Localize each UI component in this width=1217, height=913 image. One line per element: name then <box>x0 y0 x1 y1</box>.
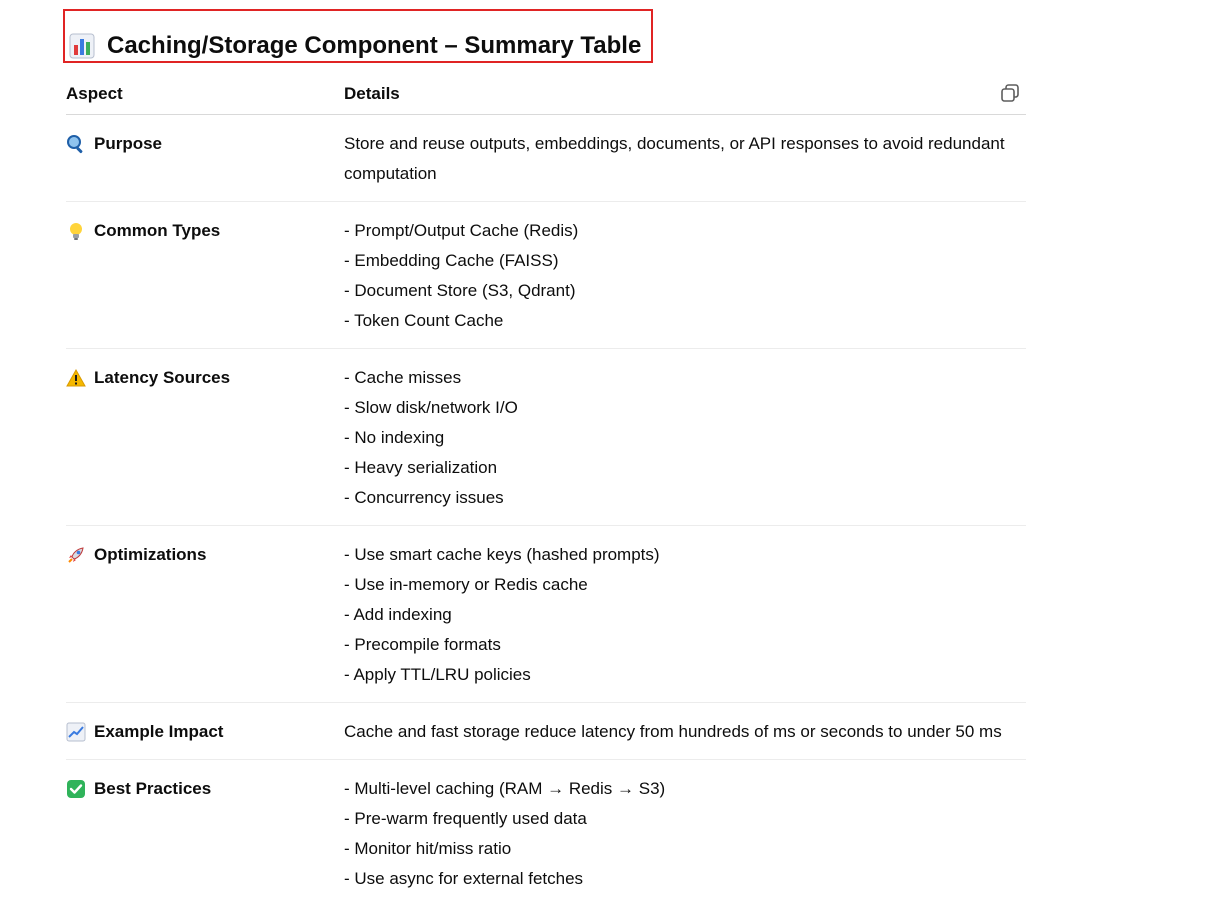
lightbulb-icon <box>66 221 86 241</box>
magnifier-icon <box>66 134 86 154</box>
row-aspect <box>66 540 206 570</box>
summary-table <box>66 76 1026 910</box>
detail-line: - Pre-warm frequently used data <box>344 809 587 828</box>
row-aspect-label: Common Types <box>94 221 221 240</box>
detail-line: - Use smart cache keys (hashed prompts) <box>344 545 660 564</box>
row-details <box>344 774 1026 894</box>
table-header-row <box>66 76 1026 115</box>
table-row <box>66 526 1026 703</box>
detail-line: - Precompile formats <box>344 635 501 654</box>
detail-line: - No indexing <box>344 428 445 447</box>
detail-line: - Concurrency issues <box>344 488 504 507</box>
detail-line: - Heavy serialization <box>344 458 498 477</box>
trend-chart-icon <box>66 722 86 742</box>
detail-line: Cache and fast storage reduce latency from hundreds of ms or seconds to under 50 ms <box>344 722 1002 741</box>
warning-icon <box>66 368 86 388</box>
row-aspect-label: Best Practices <box>94 779 212 798</box>
detail-line: - Document Store (S3, Qdrant) <box>344 281 576 300</box>
row-details <box>344 717 1026 747</box>
detail-line: - Token Count Cache <box>344 311 504 330</box>
row-aspect <box>66 363 230 393</box>
table-row <box>66 202 1026 349</box>
copy-icon <box>999 82 1021 104</box>
detail-line: - Use async for external fetches <box>344 869 584 888</box>
detail-line: - Embedding Cache (FAISS) <box>344 251 559 270</box>
page-title <box>69 28 641 64</box>
row-details <box>344 363 1026 513</box>
row-details <box>344 129 1026 189</box>
detail-line: - Apply TTL/LRU policies <box>344 665 531 684</box>
row-aspect-label: Purpose <box>94 134 163 153</box>
copy-table-button[interactable] <box>999 82 1021 104</box>
bar-chart-icon <box>69 33 95 59</box>
table-row <box>66 703 1026 760</box>
check-mark-icon <box>66 779 86 799</box>
detail-line: - Use in-memory or Redis cache <box>344 575 588 594</box>
table-row <box>66 760 1026 910</box>
header-aspect: Aspect <box>66 84 123 103</box>
detail-line: - Prompt/Output Cache (Redis) <box>344 221 579 240</box>
detail-line: - Monitor hit/miss ratio <box>344 839 512 858</box>
table-row <box>66 115 1026 202</box>
header-details: Details <box>344 84 400 103</box>
row-aspect-label: Latency Sources <box>94 368 231 387</box>
row-aspect-label: Optimizations <box>94 545 207 564</box>
detail-line: - Add indexing <box>344 605 452 624</box>
rocket-icon <box>66 545 86 565</box>
detail-line: - Cache misses <box>344 368 462 387</box>
row-details <box>344 540 1026 690</box>
row-aspect <box>66 717 223 747</box>
detail-line: - Multi-level caching (RAM → Redis → S3) <box>344 779 666 798</box>
table-row <box>66 349 1026 526</box>
row-details <box>344 216 1026 336</box>
row-aspect-label: Example Impact <box>94 722 224 741</box>
page-title-text: Caching/Storage Component – Summary Table <box>107 32 642 59</box>
row-aspect <box>66 129 162 159</box>
row-aspect <box>66 216 220 246</box>
detail-line: Store and reuse outputs, embeddings, documents, or API responses to avoid redundant computation <box>344 134 1005 183</box>
detail-line: - Slow disk/network I/O <box>344 398 518 417</box>
row-aspect <box>66 774 211 804</box>
table-body <box>66 115 1026 910</box>
